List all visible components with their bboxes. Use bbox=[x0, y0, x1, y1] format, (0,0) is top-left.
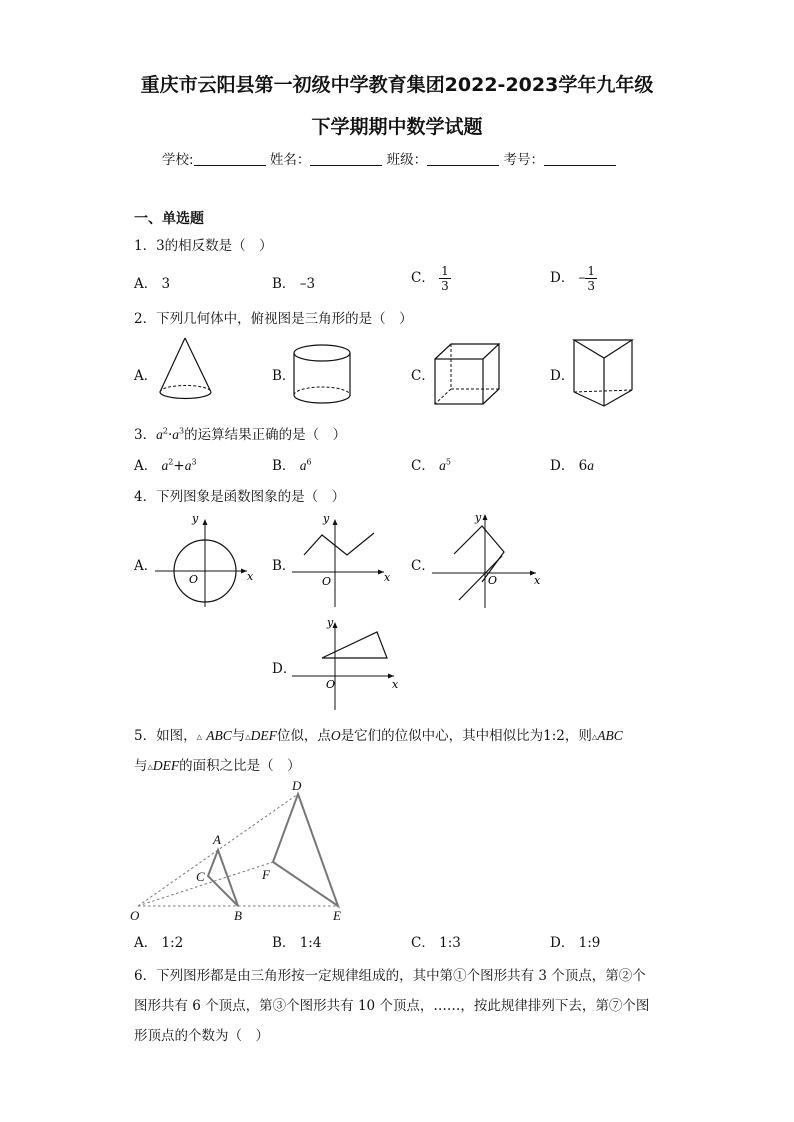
q6-stem-line1: 6．下列图形都是由三角形按一定规律组成的，其中第①个图形共有 3 个顶点，第②个 bbox=[134, 968, 646, 984]
point-b-label: B bbox=[234, 908, 242, 923]
q2-option-b-label[interactable]: B． bbox=[272, 368, 296, 384]
q3-stem: 3．$a^2\cdot a^3$的运算结果正确的是（ ） bbox=[134, 426, 347, 443]
q1-option-c[interactable]: C． $\frac{1}{3}$ bbox=[411, 264, 449, 293]
svg-text:y: y bbox=[475, 511, 482, 524]
origin-label: O bbox=[189, 573, 199, 586]
q2-option-a-label[interactable]: A． bbox=[134, 368, 158, 384]
q6-stem-line2: 图形共有 6 个顶点，第③个图形共有 10 个顶点，……，按此规律排列下去，第⑦个图 bbox=[134, 998, 650, 1014]
id-blank[interactable] bbox=[544, 151, 616, 166]
exam-title-line2: 下学期期中数学试题 bbox=[311, 116, 483, 138]
student-info-row bbox=[162, 148, 616, 168]
q5-homothety-figure bbox=[130, 778, 360, 923]
triangular-prism-figure bbox=[570, 336, 636, 408]
q1-option-b[interactable]: B． –3 bbox=[272, 276, 316, 292]
q4-graph-b bbox=[292, 512, 392, 610]
q1-stem: 1．3的相反数是（ ） bbox=[134, 238, 273, 254]
section-title: 一、单选题 bbox=[134, 211, 204, 227]
svg-text:O: O bbox=[488, 574, 498, 587]
point-e-label: E bbox=[333, 908, 341, 923]
q5-stem-line1: 5．如图，△ ABC与△DEF位似，点O是它们的位似中心，其中相似比为1:2，则△ABC bbox=[134, 728, 623, 744]
svg-text:x: x bbox=[534, 574, 541, 587]
q4-graph-c bbox=[432, 512, 542, 610]
axis-x-label: x bbox=[247, 570, 254, 583]
fraction: $\frac{1}{3}$ bbox=[587, 264, 596, 293]
class-blank[interactable] bbox=[427, 151, 499, 166]
point-d-label: D bbox=[292, 778, 302, 793]
svg-text:x: x bbox=[384, 571, 391, 584]
q4-option-a-label[interactable]: A． bbox=[134, 558, 158, 574]
q4-graph-a bbox=[155, 512, 255, 610]
q3-option-a[interactable]: A． $a^2+a^3$ bbox=[134, 457, 197, 474]
q1-option-d[interactable]: D． – $\frac{1}{3}$ bbox=[550, 264, 596, 293]
q5-option-c[interactable]: C． 1:3 bbox=[411, 935, 461, 951]
q2-stem: 2．下列几何体中，俯视图是三角形的是（ ） bbox=[134, 311, 413, 327]
exam-title-line1: 重庆市云阳县第一初级中学教育集团2022-2023学年九年级 bbox=[140, 74, 654, 96]
id-label: 考号： bbox=[503, 152, 544, 168]
q5-stem-line2: 与△DEF的面积之比是（ ） bbox=[134, 758, 301, 774]
class-label: 班级： bbox=[386, 152, 428, 168]
q3-option-c[interactable]: C． $a^5$ bbox=[411, 457, 451, 474]
q5-option-b[interactable]: B． 1:4 bbox=[272, 935, 322, 951]
point-a-label: A bbox=[213, 832, 221, 847]
q2-option-d-label[interactable]: D． bbox=[550, 368, 575, 384]
q4-stem: 4．下列图象是函数图象的是（ ） bbox=[134, 489, 346, 505]
q3-option-b[interactable]: B． $a^6$ bbox=[272, 457, 312, 474]
q5-option-a[interactable]: A． 1:2 bbox=[134, 935, 184, 951]
name-label: 姓名： bbox=[269, 152, 311, 168]
q4-graph-d bbox=[292, 618, 402, 713]
point-c-label: C bbox=[196, 869, 205, 884]
q2-option-c-label[interactable]: C． bbox=[411, 368, 435, 384]
svg-text:O: O bbox=[322, 575, 332, 588]
axis-y-label: y bbox=[192, 512, 199, 525]
svg-text:y: y bbox=[323, 512, 330, 525]
svg-text:y: y bbox=[327, 616, 334, 629]
q4-option-d-label[interactable]: D． bbox=[272, 661, 297, 677]
cube-figure bbox=[432, 341, 502, 407]
svg-text:O: O bbox=[326, 678, 336, 691]
q6-stem-line3: 形顶点的个数为（ ） bbox=[134, 1028, 269, 1044]
point-f-label: F bbox=[262, 867, 270, 882]
school-blank[interactable] bbox=[194, 151, 266, 166]
q4-option-b-label[interactable]: B． bbox=[272, 558, 296, 574]
school-label: 学校: bbox=[162, 152, 194, 168]
cone-figure bbox=[155, 336, 215, 406]
fraction: $\frac{1}{3}$ bbox=[441, 264, 449, 293]
svg-text:x: x bbox=[392, 678, 399, 691]
q4-option-c-label[interactable]: C． bbox=[411, 558, 435, 574]
point-o-label: O bbox=[130, 908, 140, 923]
q3-option-d[interactable]: D． 6a bbox=[550, 458, 594, 474]
name-blank[interactable] bbox=[310, 151, 382, 166]
cylinder-figure bbox=[292, 343, 354, 409]
q5-option-d[interactable]: D． 1:9 bbox=[550, 935, 601, 951]
q1-option-a[interactable]: A． 3 bbox=[134, 276, 171, 292]
